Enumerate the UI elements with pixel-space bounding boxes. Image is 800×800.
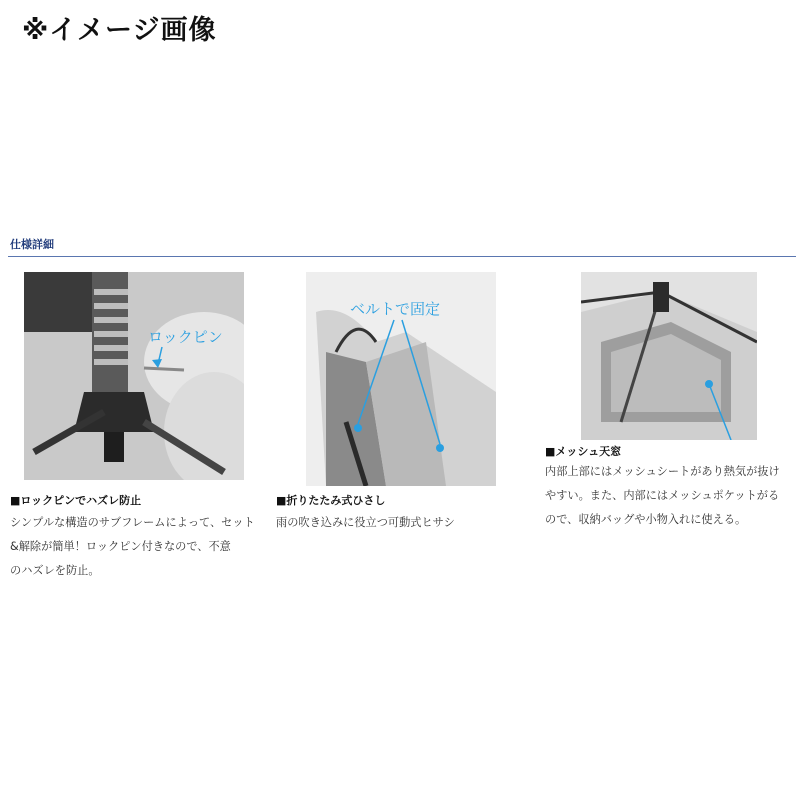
description-line: やすい。また、内部にはメッシュポケットがる <box>545 489 780 502</box>
belt-callout-label: ベルトで固定 <box>350 300 441 318</box>
description-line: のハズレを防止。 <box>10 564 100 577</box>
page-title: ※イメージ画像 <box>22 15 217 46</box>
description-line: シンプルな構造のサブフレームによって、セット <box>10 516 255 529</box>
feature-title-lock-pin: ■ロックピンでハズレ防止 <box>10 494 142 507</box>
feature-description-visor <box>276 511 455 535</box>
lock-pin-callout-label: ロックピン <box>148 328 223 346</box>
visor-photo <box>306 272 496 486</box>
feature-description-mesh-skylight <box>545 460 780 532</box>
description-line: 内部上部にはメッシュシートがあり熱気が抜け <box>545 465 780 478</box>
mesh-skylight-photo <box>581 272 757 440</box>
section-heading: 仕様詳細 <box>10 238 54 251</box>
feature-title-mesh-skylight: ■メッシュ天窓 <box>545 445 622 458</box>
section-divider <box>8 256 796 257</box>
lock-pin-photo <box>24 272 244 480</box>
description-line: ので、収納バッグや小物入れに使える。 <box>545 513 747 526</box>
feature-description-lock-pin <box>10 511 255 583</box>
description-line: 雨の吹き込みに役立つ可動式ヒサシ <box>276 516 455 529</box>
description-line: &解除が簡単！ロックピン付きなので、不意 <box>10 540 231 553</box>
feature-title-visor: ■折りたたみ式ひさし <box>276 494 386 507</box>
